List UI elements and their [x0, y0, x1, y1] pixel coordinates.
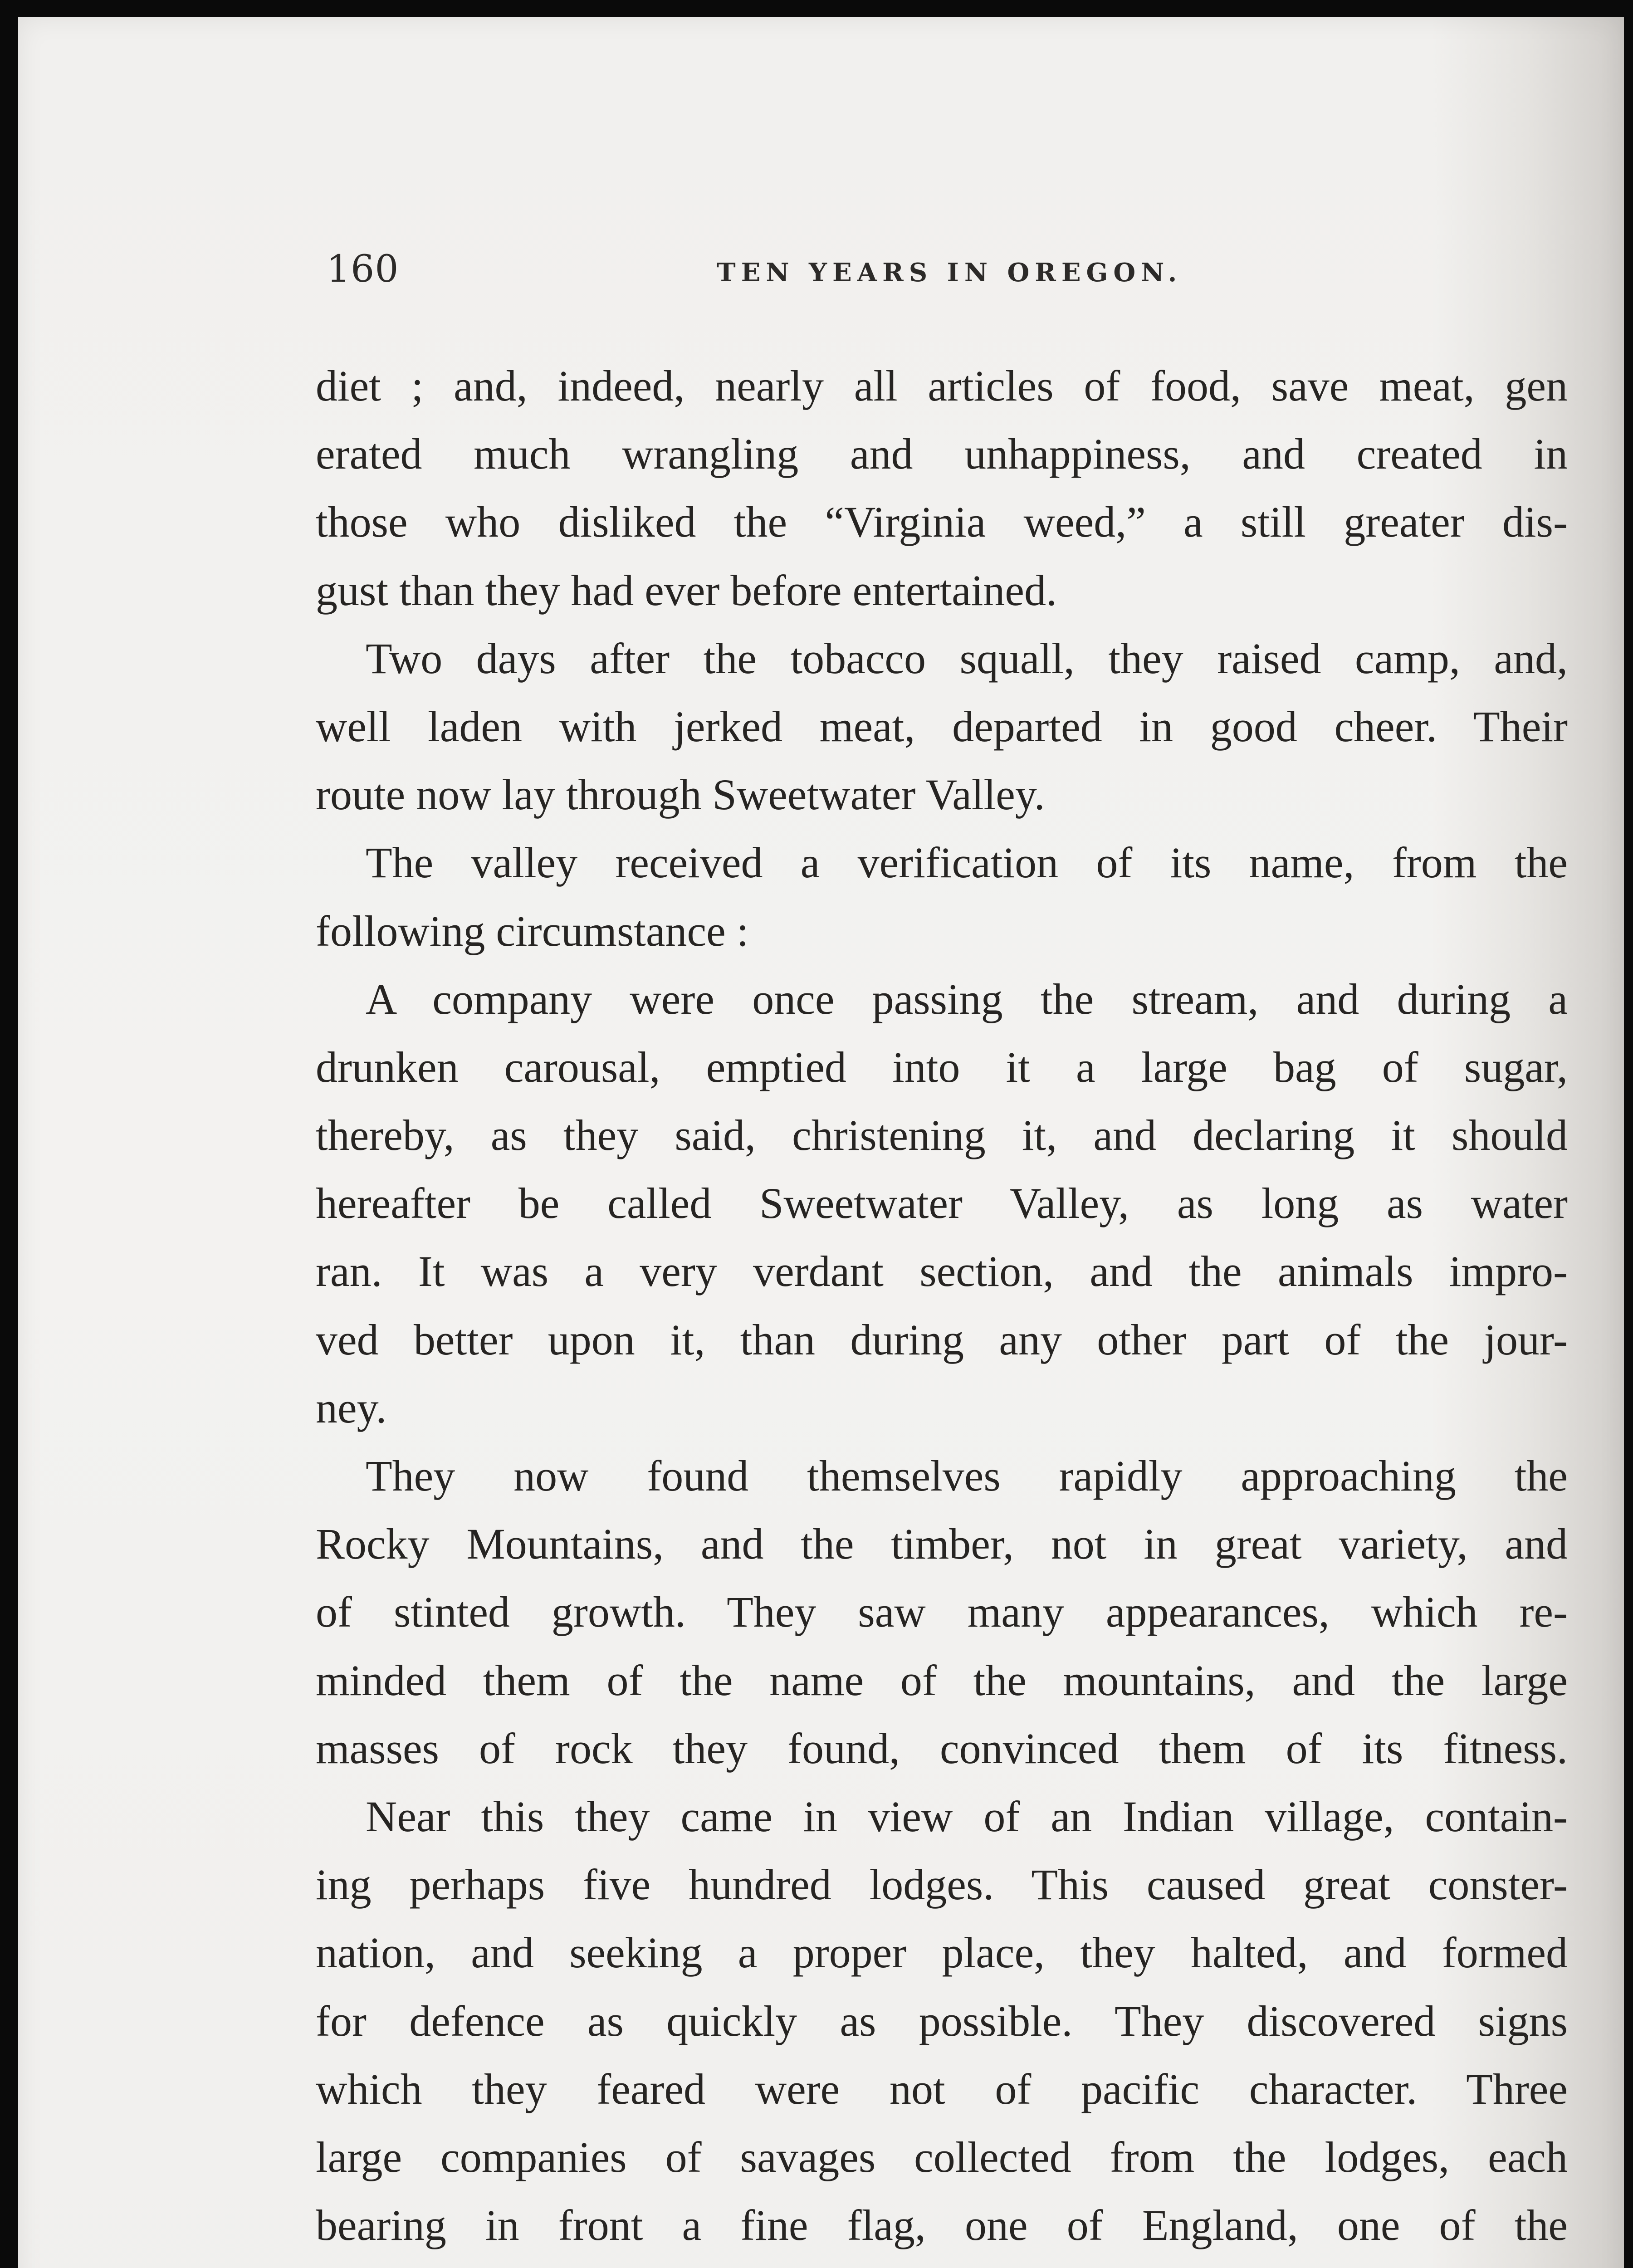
text-line: ved better upon it, than during any other part of the jour- [316, 1315, 1568, 1364]
text-line: They now found themselves rapidly approaching the [366, 1452, 1568, 1500]
text-line: hereafter be called Sweetwater Valley, as long as water [316, 1179, 1568, 1228]
text-line: for defence as quickly as possible. They discovered signs [316, 1996, 1568, 2045]
text-line: large companies of savages collected from the lodges, each [316, 2132, 1568, 2181]
text-line: ran. It was a very verdant section, and the animals impro- [316, 1247, 1568, 1296]
text-line: The valley received a verification of its name, from the [366, 838, 1568, 887]
text-line: drunken carousal, emptied into it a large bag of sugar, [316, 1042, 1568, 1091]
text-line: diet ; and, indeed, nearly all articles of food, save meat, gen [316, 362, 1568, 410]
text-line: Two days after the tobacco squall, they raised camp, and, [366, 634, 1568, 683]
text-line: which they feared were not of pacific character. Three [316, 2064, 1568, 2113]
text-line: Near this they came in view of an Indian village, contain- [366, 1792, 1568, 1841]
text-line: A company were once passing the stream, and during a [366, 974, 1568, 1023]
text-line: masses of rock they found, convinced them of its fitness. [316, 1724, 1568, 1773]
text-line: gust than they had ever before entertained. [316, 566, 1057, 615]
running-title: TEN YEARS IN OREGON. [717, 258, 1183, 288]
text-line: ing perhaps five hundred lodges. This caused great conster- [316, 1860, 1568, 1909]
text-line: those who disliked the “Virginia weed,” a still greater dis- [316, 498, 1568, 547]
text-line [316, 2259, 1568, 2268]
text-line: erated much wrangling and unhappiness, and created in [316, 430, 1568, 479]
text-line: following circumstance : [316, 906, 749, 955]
page-number: 160 [327, 248, 399, 291]
text-line: Rocky Mountains, and the timber, not in great variety, and [316, 1520, 1568, 1569]
running-head [327, 248, 1633, 311]
text-line: minded them of the name of the mountains, and the large [316, 1656, 1568, 1705]
text-line: bearing in front a fine flag, one of England, one of the [316, 2201, 1568, 2250]
text-line: ney. [316, 1383, 387, 1432]
text-line: nation, and seeking a proper place, they halted, and formed [316, 1928, 1568, 1977]
text-line: route now lay through Sweetwater Valley. [316, 770, 1045, 819]
text-line: well laden with jerked meat, departed in good cheer. Their [316, 702, 1568, 751]
text-line: of stinted growth. They saw many appearances, which re- [316, 1588, 1568, 1637]
body-text [316, 352, 1568, 2268]
text-line: thereby, as they said, christening it, and declaring it should [316, 1111, 1568, 1160]
book-page [18, 17, 1624, 2268]
